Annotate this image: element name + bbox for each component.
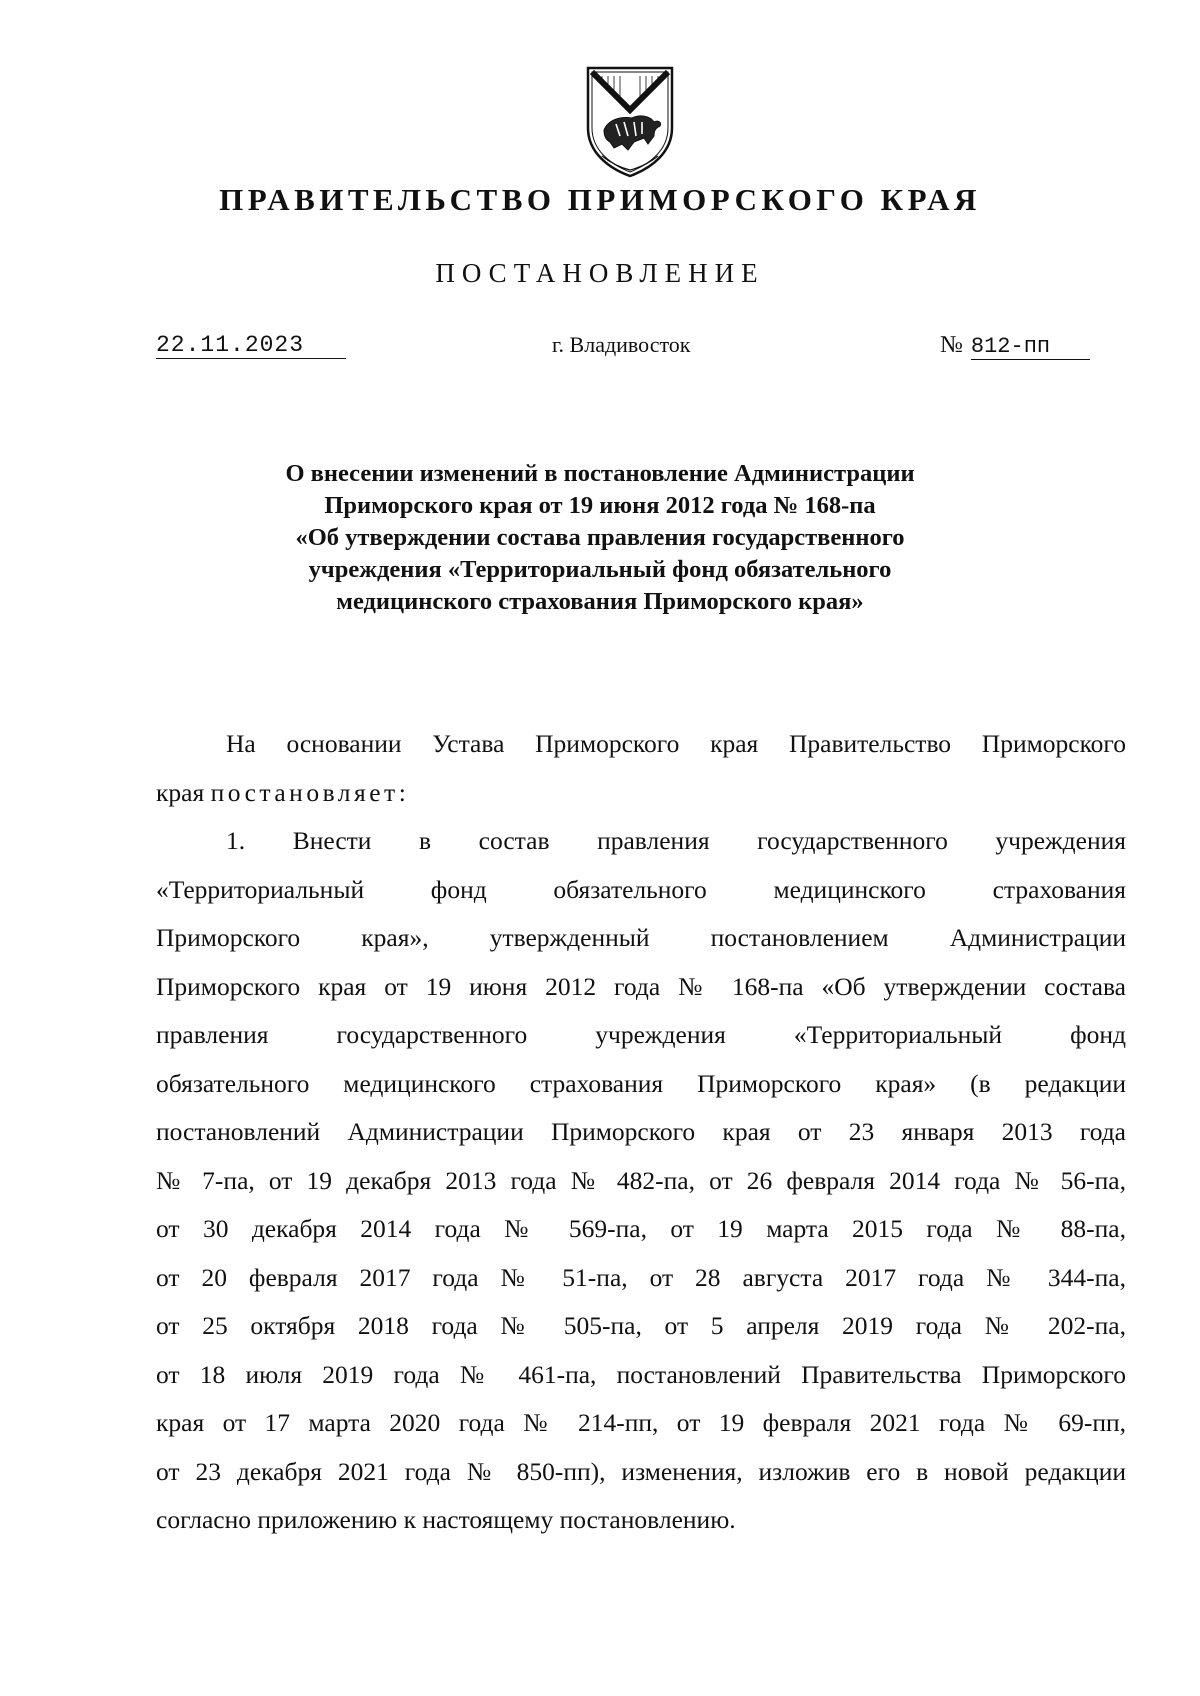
title-line: «Об утверждении состава правления государственного [295, 524, 905, 551]
document-body [156, 720, 1126, 1545]
document-type: ПОСТАНОВЛЕНИЕ [435, 258, 765, 288]
intro-prefix: края [156, 777, 211, 807]
number-value: 812-пп [971, 334, 1090, 360]
title-line: учреждения «Территориальный фонд обязательного [308, 556, 892, 583]
paragraph-line: края от 17 марта 2020 года № 214-пп, от 19 февраля 2021 года № 69-пп, [156, 1408, 1126, 1437]
paragraph-line: 1. Внести в состав правления государственного учреждения [226, 826, 1126, 855]
paragraph-line: постановлений Администрации Приморского края от 23 января 2013 года [156, 1117, 1126, 1146]
document-date: 22.11.2023 [156, 332, 346, 359]
primorsky-krai-coat-of-arms-icon [582, 64, 678, 180]
document-title [0, 458, 1200, 618]
paragraph-line: Приморского края», утвержденный постановлением Администрации [156, 923, 1126, 952]
intro-line: На основании Устава Приморского края Правительство Приморского [226, 729, 1126, 758]
paragraph-line: от 25 октября 2018 года № 505-па, от 5 апреля 2019 года № 202-па, [156, 1311, 1126, 1340]
paragraph-line: Приморского края от 19 июня 2012 года № 168-па «Об утверждении состава [156, 971, 1126, 1001]
intro-line [156, 769, 1126, 818]
paragraph-line: «Территориальный фонд обязательного медицинского страхования [156, 874, 1126, 904]
document-city: г. Владивосток [552, 332, 691, 357]
paragraph-line: от 23 декабря 2021 года № 850-пп), изменения, изложив его в новой редакции [156, 1456, 1126, 1486]
paragraph-line: обязательного медицинского страхования Приморского края» (в редакции [156, 1068, 1126, 1098]
organization-name: ПРАВИТЕЛЬСТВО ПРИМОРСКОГО КРАЯ [219, 182, 981, 217]
title-line: Приморского края от 19 июня 2012 года № 168-па [324, 492, 876, 519]
paragraph-line: от 20 февраля 2017 года № 51-па, от 28 августа 2017 года № 344-па, [156, 1262, 1126, 1292]
paragraph-line: от 18 июля 2019 года № 461-па, постановлений Правительства Приморского [156, 1359, 1126, 1389]
number-sign: № [940, 332, 963, 358]
paragraph-line: от 30 декабря 2014 года № 569-па, от 19 марта 2015 года № 88-па, [156, 1214, 1126, 1243]
resolves-word: постановляет: [210, 777, 410, 807]
title-line: О внесении изменений в постановление Администрации [285, 460, 915, 487]
paragraph-line: № 7-па, от 19 декабря 2013 года № 482-па, от 26 февраля 2014 года № 56-па, [156, 1165, 1126, 1195]
paragraph-line: согласно приложению к настоящему постановлению. [156, 1505, 736, 1534]
paragraph-line: правления государственного учреждения «Территориальный фонд [156, 1020, 1126, 1049]
title-line: медицинского страхования Приморского края» [336, 588, 864, 615]
document-number [940, 332, 1090, 359]
